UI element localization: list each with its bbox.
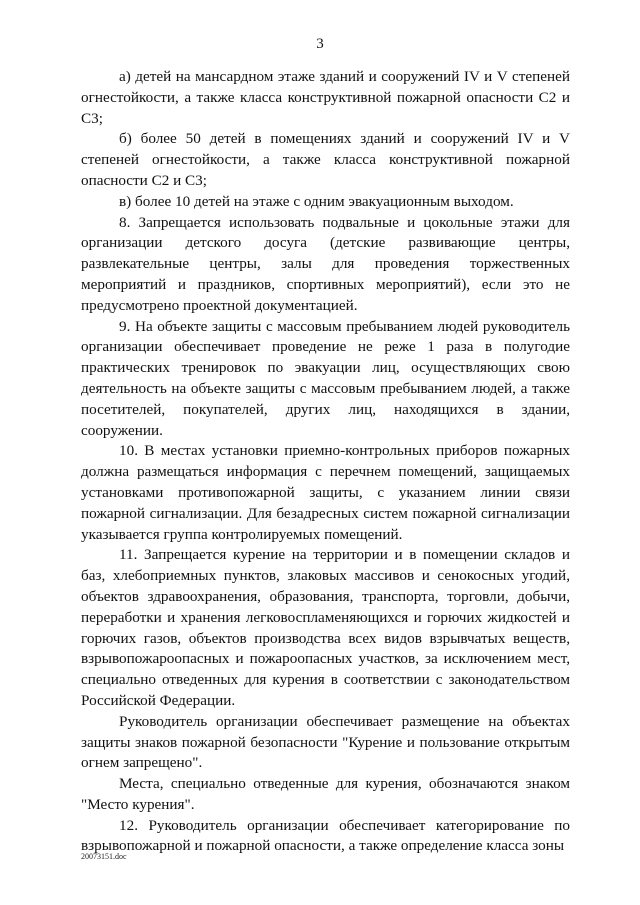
- paragraph-clause-10: 10. В местах установки приемно-контрольных приборов пожарных должна размещаться информация с перечнем помещений, защищаемых установками противопожарной защиты, с указанием линии связи пожарной сигнализации. Для безадресных систем пожарной сигнализации указывается группа контролируемых помещений.: [81, 442, 570, 543]
- paragraph-item-b: б) более 50 детей в помещениях зданий и сооружений IV и V степеней огнестойкости, а также класса конструктивной пожарной опасности С2 и С3;: [81, 130, 570, 189]
- paragraph-clause-9: 9. На объекте защиты с массовым пребыванием людей руководитель организации обеспечивает проведение не реже 1 раза в полугодие практических тренировок по эвакуации лиц, осуществляющих свою деятельность на объекте защиты с массовым пребыванием людей, а также посетителей, покупателей, других лиц, находящихся в здании, сооружении.: [81, 317, 570, 439]
- page-number: 3: [316, 36, 324, 52]
- paragraph-clause-11-places: Места, специально отведенные для курения, обозначаются знаком "Место курения".: [81, 775, 570, 813]
- paragraph-clause-12: 12. Руководитель организации обеспечивает категорирование по взрывопожарной и пожарной опасности, а также определение класса зоны: [81, 816, 570, 855]
- paragraph-clause-11-signs: Руководитель организации обеспечивает размещение на объектах защиты знаков пожарной безопасности "Курение и пользование открытым огнем запрещено".: [81, 712, 570, 772]
- paragraph-item-v: в) более 10 детей на этаже с одним эвакуационным выходом.: [119, 192, 514, 210]
- footer-filename: 20073151.doc: [81, 852, 127, 861]
- paragraph-clause-11: 11. Запрещается курение на территории и в помещении складов и баз, хлебоприемных пунктов, злаковых массивов и сенокосных угодий, объектов здравоохранения, образования, транспорта, торговли, добычи, переработки и хранения легковоспламеняющихся и горючих жидкостей и горючих газов, объектов производства всех видов взрывчатых веществ, взрывопожароопасных и пожароопасных участков, за исключением мест, специально отведенных для курения в соответствии с законодательством Российской Федерации.: [81, 546, 570, 709]
- document-body: [81, 67, 570, 857]
- paragraph-clause-8: 8. Запрещается использовать подвальные и цокольные этажи для организации детского досуга (детские развивающие центры, развлекательные центры, залы для проведения торжественных мероприятий и праздников, спортивных мероприятий), если это не предусмотрено проектной документацией.: [81, 213, 570, 314]
- paragraph-item-a: а) детей на мансардном этаже зданий и сооружений IV и V степеней огнестойкости, а также класса конструктивной пожарной опасности С2 и С3;: [81, 68, 570, 127]
